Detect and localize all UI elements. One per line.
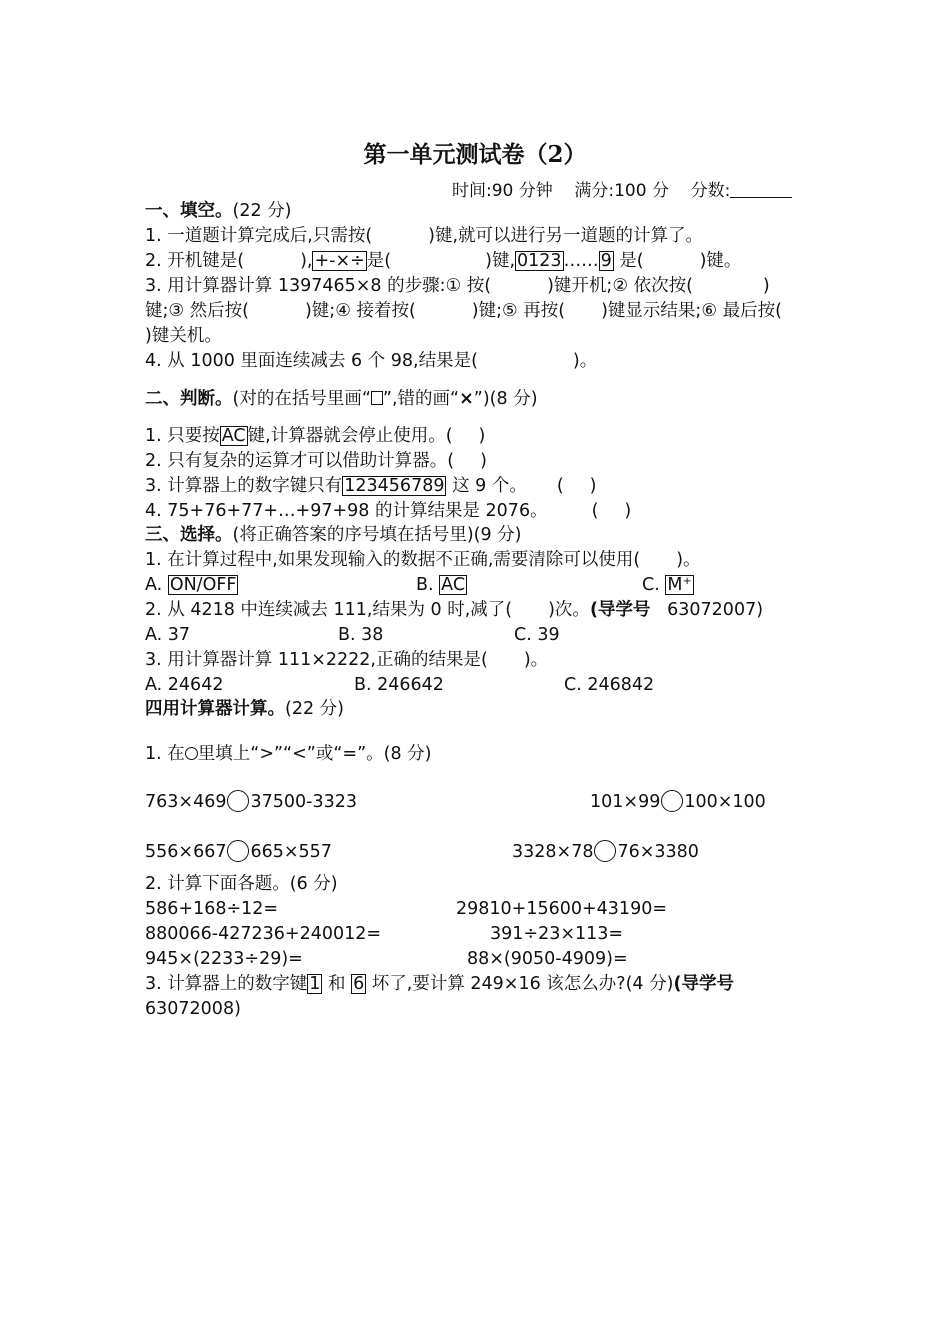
compare-circle[interactable] bbox=[227, 840, 249, 862]
s1-question-3-line-3: )键关机。 bbox=[145, 326, 222, 346]
digit-key-9: 9 bbox=[600, 251, 612, 271]
s3-question-2: 2. 从 4218 中连续减去 111,结果为 0 时,减了( )次。(导学号 63072007) bbox=[145, 600, 764, 620]
s1-question-1: 1. 一道题计算完成后,只需按( )键,就可以进行另一道题的计算了。 bbox=[145, 226, 704, 246]
s1-question-3-line-2: 键;③ 然后按( )键;④ 接着按( )键;⑤ 再按( )键显示结果;⑥ 最后按( bbox=[145, 301, 782, 321]
on-off-key: ON/OFF bbox=[169, 575, 237, 595]
score-blank[interactable] bbox=[730, 181, 792, 198]
s3-q1-option-b: B. AC bbox=[416, 575, 466, 595]
time-limit: 时间:90 分钟 bbox=[452, 181, 553, 201]
compare-item: 763×469 37500-3323 bbox=[145, 792, 357, 812]
s3-q3-option-a: A. 24642 bbox=[145, 675, 224, 695]
digit-key-6: 6 bbox=[353, 974, 365, 994]
digit-keys-1-9: 123456789 bbox=[344, 476, 445, 496]
s3-q3-option-c: C. 246842 bbox=[564, 675, 655, 695]
s2-question-2: 2. 只有复杂的运算才可以借助计算器。( ) bbox=[145, 451, 487, 471]
calc-item: 29810+15600+43190= bbox=[456, 899, 667, 919]
s4-question-1: 1. 在 里填上“>”“<”或“=”。(8 分) bbox=[145, 744, 432, 764]
digit-keys: 0123 bbox=[517, 251, 562, 271]
s3-q2-option-c: C. 39 bbox=[514, 625, 560, 645]
ac-key: AC bbox=[441, 575, 466, 595]
s2-question-4: 4. 75+76+77+…+97+98 的计算结果是 2076。 ( ) bbox=[145, 501, 632, 521]
compare-circle[interactable] bbox=[594, 840, 616, 862]
circle-icon bbox=[185, 747, 198, 760]
s4-question-3: 3. 计算器上的数字键 1 和 6 坏了,要计算 249×16 该怎么办?(4 分)(导学号 bbox=[145, 974, 734, 994]
digit-key-1: 1 bbox=[309, 974, 321, 994]
compare-circle[interactable] bbox=[227, 790, 249, 812]
compare-item: 101×99 100×100 bbox=[590, 792, 766, 812]
s3-q1-option-c: C. M⁺ bbox=[642, 575, 692, 595]
full-score: 满分:100 分 bbox=[574, 181, 669, 201]
calc-item: 391÷23×113= bbox=[490, 924, 624, 944]
s3-q1-option-a: A. ON/OFF bbox=[145, 575, 237, 595]
calc-item: 880066-427236+240012= bbox=[145, 924, 382, 944]
s4-question-2: 2. 计算下面各题。(6 分) bbox=[145, 874, 338, 894]
exam-info bbox=[452, 176, 792, 201]
s4-question-3-guide-number: 63072008) bbox=[145, 999, 241, 1019]
s3-question-1: 1. 在计算过程中,如果发现输入的数据不正确,需要清除可以使用( )。 bbox=[145, 550, 701, 570]
s3-q2-option-b: B. 38 bbox=[338, 625, 384, 645]
check-box-glyph bbox=[371, 391, 383, 405]
operator-keys: +-×÷ bbox=[314, 251, 365, 271]
s2-question-1: 1. 只要按 AC 键,计算器就会停止使用。( ) bbox=[145, 426, 486, 446]
section-4-heading: 四用计算器计算。(22 分) bbox=[145, 699, 344, 719]
s1-question-4: 4. 从 1000 里面连续减去 6 个 98,结果是( )。 bbox=[145, 351, 598, 371]
ac-key: AC bbox=[221, 426, 246, 446]
s3-q3-option-b: B. 246642 bbox=[354, 675, 444, 695]
compare-circle[interactable] bbox=[661, 790, 683, 812]
s1-question-2: 2. 开机键是( ), +-×÷ 是( )键, 0123 …… 9 是( )键。 bbox=[145, 251, 742, 271]
section-1-heading: 一、填空。(22 分) bbox=[145, 201, 292, 221]
calc-item: 945×(2233÷29)= bbox=[145, 949, 303, 969]
s3-q2-option-a: A. 37 bbox=[145, 625, 191, 645]
m-plus-key: M⁺ bbox=[667, 575, 692, 595]
section-2-heading: 二、判断。(对的在括号里画“ ”,错的画“×”)(8 分) bbox=[145, 389, 538, 409]
compare-item: 3328×78 76×3380 bbox=[512, 842, 699, 862]
calc-item: 586+168÷12= bbox=[145, 899, 279, 919]
calc-item: 88×(9050-4909)= bbox=[467, 949, 628, 969]
compare-item: 556×667 665×557 bbox=[145, 842, 332, 862]
s3-question-3: 3. 用计算器计算 111×2222,正确的结果是( )。 bbox=[145, 650, 549, 670]
s1-question-3: 3. 用计算器计算 1397465×8 的步骤:① 按( )键开机;② 依次按( ) bbox=[145, 276, 770, 296]
page-title: 第一单元测试卷（2） bbox=[363, 141, 587, 168]
score-label: 分数: bbox=[690, 181, 731, 201]
s2-question-3: 3. 计算器上的数字键只有 123456789 这 9 个。 ( ) bbox=[145, 476, 597, 496]
section-3-heading: 三、选择。(将正确答案的序号填在括号里)(9 分) bbox=[145, 525, 522, 545]
